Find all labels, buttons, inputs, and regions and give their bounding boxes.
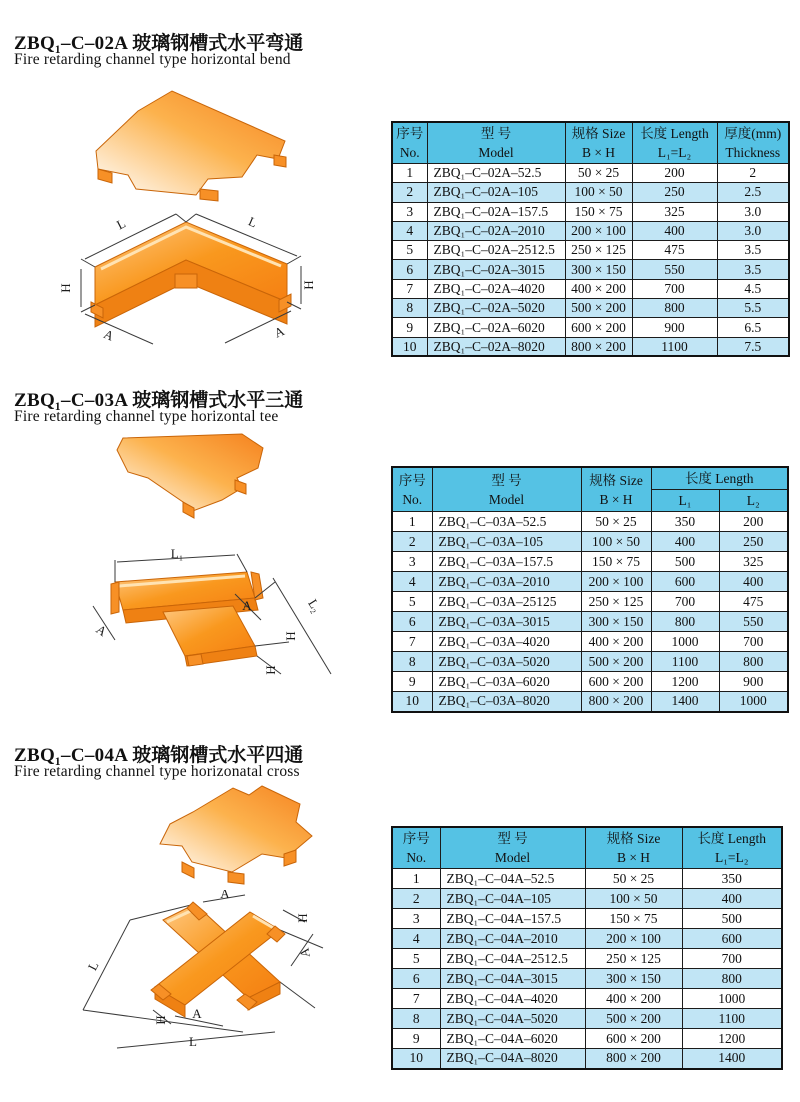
table-cell: ZBQ₁–C–03A–4020 xyxy=(432,632,581,652)
table-cell: 100 × 50 xyxy=(585,889,682,909)
table-cell: 4.5 xyxy=(717,279,789,298)
table-cell: 4 xyxy=(392,221,427,240)
table-cell: 300 × 150 xyxy=(585,969,682,989)
table-cell: 250 × 125 xyxy=(585,949,682,969)
table-row xyxy=(392,612,788,632)
section1-subtitle: Fire retarding channel type horizontal bend xyxy=(14,51,291,68)
product-title-zh: 玻璃钢槽式水平三通 xyxy=(132,390,304,411)
cross-dimension-drawing xyxy=(75,890,385,1065)
dim-label: L₁ xyxy=(170,548,184,561)
table-cell: 600 × 200 xyxy=(565,318,632,337)
tee-cover-drawing xyxy=(90,428,340,553)
cross-cover-illustration xyxy=(100,778,390,900)
table-cell: 6.5 xyxy=(717,318,789,337)
table-row xyxy=(392,969,782,989)
table-cell: ZBQ₁–C–04A–52.5 xyxy=(440,869,585,889)
table-cell: 1100 xyxy=(632,337,717,356)
table-cell: 6 xyxy=(392,612,432,632)
dim-label: L₂ xyxy=(305,596,325,615)
tee-dimension-drawing xyxy=(85,548,385,713)
table-cell: ZBQ₁–C–04A–5020 xyxy=(440,1009,585,1029)
table-cell: 2 xyxy=(392,183,427,202)
table-cell: 1100 xyxy=(682,1009,782,1029)
table-cell: 1 xyxy=(392,164,427,183)
table-cell: 200 xyxy=(719,512,788,532)
col-header-size: 规格 Size B × H xyxy=(585,827,682,869)
table-cell: 400 × 200 xyxy=(565,279,632,298)
table-cell: 3 xyxy=(392,552,432,572)
table-cell: 100 × 50 xyxy=(581,532,651,552)
table-cell: 50 × 25 xyxy=(565,164,632,183)
table-row xyxy=(392,909,782,929)
table-cell: 10 xyxy=(392,1049,440,1069)
table-header-row xyxy=(392,467,788,490)
table-row xyxy=(392,989,782,1009)
col-header-size: 规格 Size B × H xyxy=(565,122,632,164)
table-cell: 100 × 50 xyxy=(565,183,632,202)
dim-label: A xyxy=(271,323,287,341)
table-cell: 5 xyxy=(392,949,440,969)
table-cell: 150 × 75 xyxy=(585,909,682,929)
table-row xyxy=(392,552,788,572)
col-header-length: 长度 Length L₁=L₂ xyxy=(682,827,782,869)
table-cell: 1400 xyxy=(651,692,719,712)
table-row xyxy=(392,692,788,712)
table-cell: 1000 xyxy=(719,692,788,712)
table-cell: 3.0 xyxy=(717,202,789,221)
table-cell: 350 xyxy=(651,512,719,532)
dim-label: H xyxy=(153,1015,168,1025)
table-row xyxy=(392,260,789,279)
table-cell: 800 xyxy=(632,299,717,318)
tee-cover-illustration xyxy=(90,428,340,553)
table-cell: 800 × 200 xyxy=(581,692,651,712)
table-cell: ZBQ₁–C–02A–4020 xyxy=(427,279,565,298)
table-cell: 700 xyxy=(632,279,717,298)
dim-label: L xyxy=(84,959,102,973)
table-cell: 150 × 75 xyxy=(581,552,651,572)
table-row xyxy=(392,532,788,552)
table-cell: 7 xyxy=(392,279,427,298)
tee-dimension-figure xyxy=(85,548,385,713)
col-header-length: 长度 Length xyxy=(651,467,788,490)
table-cell: 600 xyxy=(651,572,719,592)
table-cell: 150 × 75 xyxy=(565,202,632,221)
table-row xyxy=(392,889,782,909)
table-cell: 500 xyxy=(682,909,782,929)
table-cell: 1000 xyxy=(651,632,719,652)
table-row xyxy=(392,929,782,949)
table-cell: 325 xyxy=(719,552,788,572)
table-cell: 2 xyxy=(392,889,440,909)
table-cell: 900 xyxy=(632,318,717,337)
table-cell: 9 xyxy=(392,318,427,337)
table-cell: 400 × 200 xyxy=(585,989,682,1009)
table-row xyxy=(392,183,789,202)
bend-dimension-figure xyxy=(55,212,385,372)
table-row xyxy=(392,337,789,356)
col-header-model: 型 号 Model xyxy=(432,467,581,512)
table-cell: 2.5 xyxy=(717,183,789,202)
table-cell: 3.5 xyxy=(717,260,789,279)
table-cell: 600 xyxy=(682,929,782,949)
dim-label: A xyxy=(192,1006,202,1021)
product-code: ZBQ₁–C–02A xyxy=(14,33,129,54)
table-cell: ZBQ₁–C–04A–6020 xyxy=(440,1029,585,1049)
table-cell: 700 xyxy=(682,949,782,969)
table-cell: 6 xyxy=(392,969,440,989)
bend-spec-table xyxy=(391,121,790,357)
table-cell: ZBQ₁–C–02A–3015 xyxy=(427,260,565,279)
dim-label: H xyxy=(301,280,316,290)
table-cell: 400 × 200 xyxy=(581,632,651,652)
table-cell: 550 xyxy=(632,260,717,279)
table-cell: ZBQ₁–C–02A–52.5 xyxy=(427,164,565,183)
dim-label: A xyxy=(220,890,230,901)
table-cell: 5 xyxy=(392,241,427,260)
table-cell: 7.5 xyxy=(717,337,789,356)
col-header-model: 型 号 Model xyxy=(440,827,585,869)
table-cell: 6 xyxy=(392,260,427,279)
table-cell: 250 × 125 xyxy=(581,592,651,612)
table-row xyxy=(392,202,789,221)
table-cell: ZBQ₁–C–02A–8020 xyxy=(427,337,565,356)
table-row xyxy=(392,1009,782,1029)
col-header-no: 序号 No. xyxy=(392,827,440,869)
table-cell: 350 xyxy=(682,869,782,889)
table-cell: 700 xyxy=(719,632,788,652)
table-cell: 500 × 200 xyxy=(565,299,632,318)
table-cell: 400 xyxy=(682,889,782,909)
table-cell: 5.5 xyxy=(717,299,789,318)
dim-label: H xyxy=(283,631,298,641)
table-row xyxy=(392,1049,782,1069)
dim-label: H xyxy=(295,913,310,923)
table-cell: 200 × 100 xyxy=(581,572,651,592)
table-cell: 250 xyxy=(719,532,788,552)
dim-label: A xyxy=(242,598,252,613)
col-header-l1: L₁ xyxy=(651,490,719,512)
table-cell: 50 × 25 xyxy=(585,869,682,889)
table-cell: ZBQ₁–C–04A–2512.5 xyxy=(440,949,585,969)
table-cell: 600 × 200 xyxy=(581,672,651,692)
col-header-thickness: 厚度(mm) Thickness xyxy=(717,122,789,164)
table-cell: 800 xyxy=(651,612,719,632)
table-cell: 700 xyxy=(651,592,719,612)
table-header-row xyxy=(392,827,782,869)
table-cell: 7 xyxy=(392,632,432,652)
table-cell: ZBQ₁–C–04A–8020 xyxy=(440,1049,585,1069)
table-cell: 800 xyxy=(719,652,788,672)
product-title-zh: 玻璃钢槽式水平四通 xyxy=(132,745,304,766)
col-header-no: 序号 No. xyxy=(392,122,427,164)
table-cell: 800 × 200 xyxy=(565,337,632,356)
table-cell: ZBQ₁–C–03A–6020 xyxy=(432,672,581,692)
product-title-zh: 玻璃钢槽式水平弯通 xyxy=(132,33,304,54)
table-cell: 600 × 200 xyxy=(585,1029,682,1049)
table-cell: 8 xyxy=(392,652,432,672)
col-header-size: 规格 Size B × H xyxy=(581,467,651,512)
table-row xyxy=(392,241,789,260)
dim-label: L xyxy=(114,215,128,233)
table-cell: 1100 xyxy=(651,652,719,672)
table-cell: 200 xyxy=(632,164,717,183)
table-cell: 250 xyxy=(632,183,717,202)
table-cell: ZBQ₁–C–02A–105 xyxy=(427,183,565,202)
product-code: ZBQ₁–C–03A xyxy=(14,390,129,411)
table-cell: ZBQ₁–C–03A–157.5 xyxy=(432,552,581,572)
table-cell: ZBQ₁–C–04A–105 xyxy=(440,889,585,909)
table-cell: 400 xyxy=(719,572,788,592)
table-header-row xyxy=(392,122,789,164)
col-header-model: 型 号 Model xyxy=(427,122,565,164)
table-cell: 3.5 xyxy=(717,241,789,260)
table-cell: 4 xyxy=(392,929,440,949)
table-cell: 200 × 100 xyxy=(565,221,632,240)
table-row xyxy=(392,652,788,672)
table-cell: ZBQ₁–C–04A–3015 xyxy=(440,969,585,989)
bend-cover-illustration xyxy=(60,85,380,215)
table-row xyxy=(392,221,789,240)
table-cell: ZBQ₁–C–04A–157.5 xyxy=(440,909,585,929)
table-cell: 500 × 200 xyxy=(585,1009,682,1029)
table-cell: ZBQ₁–C–02A–6020 xyxy=(427,318,565,337)
section3-subtitle: Fire retarding channel type horizonatal cross xyxy=(14,763,300,780)
dim-label: H xyxy=(58,283,73,293)
table-cell: ZBQ₁–C–04A–2010 xyxy=(440,929,585,949)
table-row xyxy=(392,572,788,592)
table-cell: 475 xyxy=(719,592,788,612)
cross-spec-table xyxy=(391,826,783,1070)
table-cell: 1200 xyxy=(651,672,719,692)
table-cell: 1200 xyxy=(682,1029,782,1049)
table-row xyxy=(392,672,788,692)
table-row xyxy=(392,632,788,652)
table-cell: ZBQ₁–C–03A–3015 xyxy=(432,612,581,632)
table-row xyxy=(392,318,789,337)
section2-subtitle: Fire retarding channel type horizontal tee xyxy=(14,408,279,425)
table-cell: 1400 xyxy=(682,1049,782,1069)
table-cell: ZBQ₁–C–04A–4020 xyxy=(440,989,585,1009)
table-row xyxy=(392,279,789,298)
table-row xyxy=(392,869,782,889)
tee-spec-table xyxy=(391,466,789,713)
table-cell: 9 xyxy=(392,1029,440,1049)
col-header-no: 序号 No. xyxy=(392,467,432,512)
table-cell: ZBQ₁–C–03A–52.5 xyxy=(432,512,581,532)
dim-label: L xyxy=(246,213,260,231)
table-cell: 3 xyxy=(392,202,427,221)
table-cell: 2 xyxy=(392,532,432,552)
table-row xyxy=(392,164,789,183)
table-cell: 1 xyxy=(392,869,440,889)
table-row xyxy=(392,512,788,532)
table-row xyxy=(392,1029,782,1049)
table-cell: ZBQ₁–C–02A–2010 xyxy=(427,221,565,240)
table-cell: 800 × 200 xyxy=(585,1049,682,1069)
dim-label: H xyxy=(263,665,278,675)
table-cell: ZBQ₁–C–02A–2512.5 xyxy=(427,241,565,260)
table-row xyxy=(392,949,782,969)
table-cell: 500 × 200 xyxy=(581,652,651,672)
table-cell: 550 xyxy=(719,612,788,632)
table-cell: 325 xyxy=(632,202,717,221)
table-cell: 2 xyxy=(717,164,789,183)
table-cell: 5 xyxy=(392,592,432,612)
table-cell: 800 xyxy=(682,969,782,989)
table-cell: 250 × 125 xyxy=(565,241,632,260)
table-cell: 1000 xyxy=(682,989,782,1009)
table-cell: 500 xyxy=(651,552,719,572)
table-cell: 475 xyxy=(632,241,717,260)
table-cell: 400 xyxy=(632,221,717,240)
table-cell: 200 × 100 xyxy=(585,929,682,949)
dim-label: A xyxy=(296,946,313,959)
table-cell: ZBQ₁–C–03A–105 xyxy=(432,532,581,552)
table-cell: 4 xyxy=(392,572,432,592)
table-cell: ZBQ₁–C–03A–2010 xyxy=(432,572,581,592)
dim-label: L xyxy=(189,1034,197,1049)
table-cell: 3.0 xyxy=(717,221,789,240)
table-cell: 9 xyxy=(392,672,432,692)
table-cell: 300 × 150 xyxy=(565,260,632,279)
table-cell: ZBQ₁–C–03A–25125 xyxy=(432,592,581,612)
table-cell: 50 × 25 xyxy=(581,512,651,532)
dim-label: A xyxy=(93,621,110,640)
table-cell: 1 xyxy=(392,512,432,532)
table-cell: 300 × 150 xyxy=(581,612,651,632)
table-cell: ZBQ₁–C–02A–157.5 xyxy=(427,202,565,221)
table-cell: 3 xyxy=(392,909,440,929)
table-cell: 8 xyxy=(392,299,427,318)
table-row xyxy=(392,299,789,318)
col-header-l2: L₂ xyxy=(719,490,788,512)
table-cell: 8 xyxy=(392,1009,440,1029)
col-header-length: 长度 Length L₁=L₂ xyxy=(632,122,717,164)
bend-cover-drawing xyxy=(60,85,380,215)
dim-label: A xyxy=(101,326,117,344)
table-row xyxy=(392,592,788,612)
table-cell: ZBQ₁–C–02A–5020 xyxy=(427,299,565,318)
table-cell: 7 xyxy=(392,989,440,1009)
table-cell: 10 xyxy=(392,692,432,712)
product-code: ZBQ₁–C–04A xyxy=(14,745,129,766)
bend-dimension-drawing xyxy=(55,212,385,372)
cross-cover-drawing xyxy=(100,778,390,900)
table-cell: 900 xyxy=(719,672,788,692)
table-cell: ZBQ₁–C–03A–5020 xyxy=(432,652,581,672)
table-cell: ZBQ₁–C–03A–8020 xyxy=(432,692,581,712)
table-cell: 400 xyxy=(651,532,719,552)
table-cell: 10 xyxy=(392,337,427,356)
cross-dimension-figure xyxy=(75,890,385,1065)
